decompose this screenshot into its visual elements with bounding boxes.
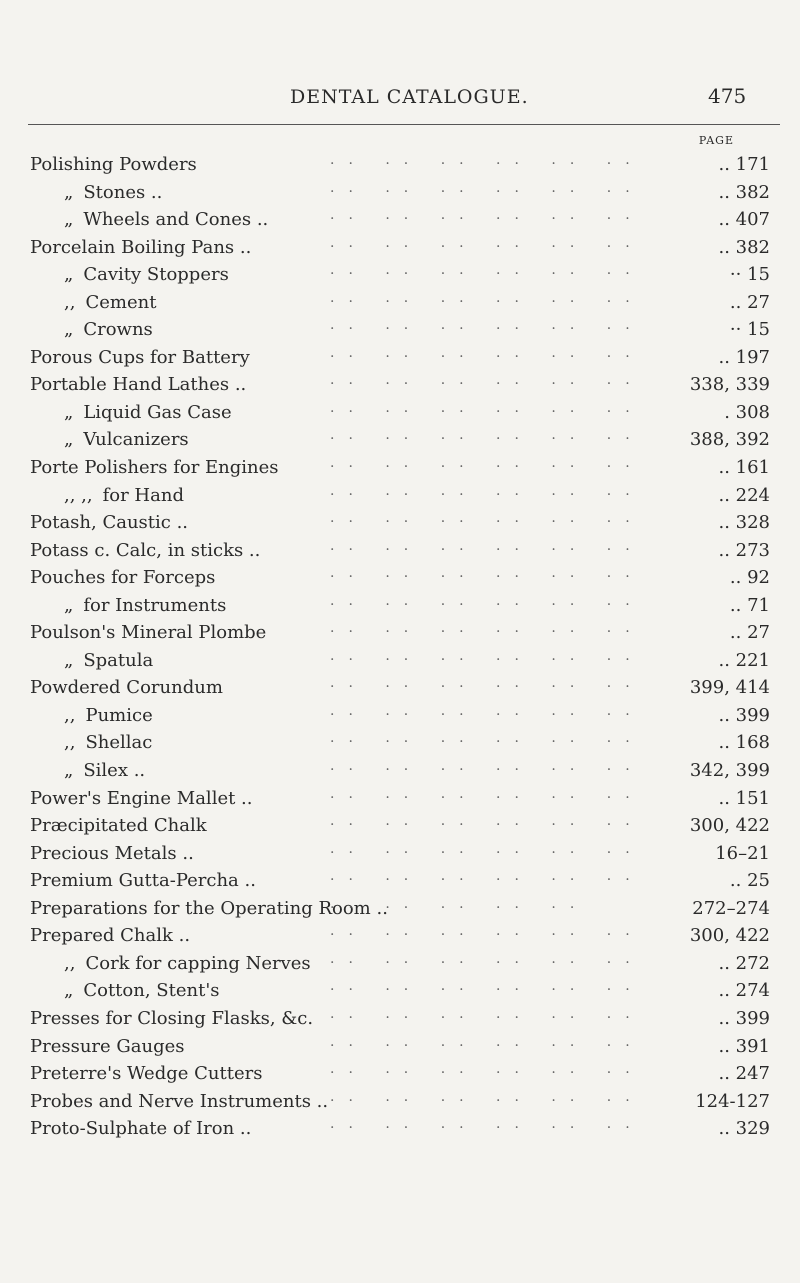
ditto-mark: „: [64, 181, 74, 203]
dot-leader: ·· ·· ·· ·· ·· ··: [330, 982, 644, 999]
index-entry: [30, 316, 770, 344]
dot-leader: ·· ·· ·· ·· ·· ··: [330, 762, 644, 779]
entry-name: [30, 843, 194, 864]
entry-title: Cement: [85, 291, 157, 313]
entry-title: Cotton, Stent's: [83, 980, 220, 1002]
entry-page: .. 197: [718, 346, 770, 368]
entry-name: [30, 540, 260, 561]
dot-leader: ·· ·· ·· ·· ·· ··: [330, 954, 644, 971]
index-entries: [30, 151, 770, 1143]
entry-page: .. 382: [718, 181, 770, 203]
dot-leader: ·· ·· ·· ·· ·· ··: [330, 927, 644, 944]
dot-leader: ·· ·· ·· ·· ·· ··: [330, 348, 644, 365]
entry-page: .. 272: [718, 952, 770, 974]
entry-name: [30, 512, 188, 533]
entry-page: 300, 422: [689, 815, 770, 837]
dot-leader: ·· ·· ·· ·· ·· ··: [330, 376, 644, 393]
entry-name: [30, 154, 197, 175]
dot-leader: ·· ·· ·· ·· ·· ··: [330, 1009, 644, 1026]
ditto-mark: ,,: [64, 732, 76, 754]
index-entry: [30, 399, 770, 427]
index-entry: [30, 674, 770, 702]
dot-leader: ·· ·· ·· ·· ·· ··: [330, 431, 644, 448]
entry-title: Porte Polishers for Engines: [30, 457, 279, 479]
entry-name: [30, 705, 153, 726]
dot-leader: ·· ·· ·· ·· ·· ··: [330, 569, 644, 586]
dot-leader: ·· ·· ·· ·· ·· ··: [330, 156, 644, 172]
entry-page: 16–21: [715, 842, 770, 864]
entry-title: Pumice: [85, 704, 153, 726]
entry-name: [30, 1091, 328, 1112]
entry-title: Potass c. Calc, in sticks ..: [30, 539, 261, 561]
entry-name: [30, 595, 226, 616]
entry-title: Silex ..: [83, 760, 146, 782]
entry-page: .. 92: [729, 567, 770, 589]
index-entry: [30, 592, 770, 620]
entry-name: [30, 760, 145, 781]
entry-title: Power's Engine Mallet ..: [30, 787, 253, 809]
entry-name: [30, 953, 311, 974]
header-rule: [28, 124, 780, 125]
entry-page: .. 399: [718, 1007, 770, 1029]
index-entry: [30, 509, 770, 537]
entry-title: Spatula: [83, 649, 154, 671]
entry-title: Pouches for Forceps: [30, 567, 216, 589]
index-entry: [30, 977, 770, 1005]
entry-title: Cork for capping Nerves: [85, 952, 311, 974]
entry-page: .. 273: [718, 539, 770, 561]
entry-page: .. 27: [729, 291, 770, 313]
dot-leader: ·· ·· ·· ·· ·· ··: [330, 734, 644, 751]
entry-name: [30, 292, 156, 313]
index-entry: [30, 647, 770, 675]
entry-page: .. 328: [718, 512, 770, 534]
index-entry: [30, 537, 770, 565]
entry-title: Premium Gutta-Percha ..: [30, 870, 256, 892]
index-entry: [30, 702, 770, 730]
entry-title: Portable Hand Lathes ..: [30, 374, 247, 396]
entry-title: Liquid Gas Case: [83, 401, 232, 423]
ditto-mark: ,,: [64, 291, 76, 313]
entry-title: Stones ..: [83, 181, 163, 203]
entry-title: Potash, Caustic ..: [30, 512, 189, 534]
entry-name: [30, 264, 229, 285]
dot-leader: ·· ·· ·· ·· ·· ··: [330, 486, 644, 503]
entry-title: Preparations for the Operating Room ..: [30, 897, 388, 919]
entry-page: .. 274: [718, 980, 770, 1002]
dot-leader: ·· ·· ·· ·· ··: [330, 899, 589, 916]
ditto-mark: „: [64, 649, 74, 671]
entry-title: Vulcanizers: [83, 429, 189, 451]
entry-page: .. 161: [718, 457, 770, 479]
entry-title: Wheels and Cones ..: [83, 209, 269, 231]
ditto-mark: „: [64, 319, 74, 341]
index-entry: [30, 812, 770, 840]
index-entry: [30, 840, 770, 868]
index-entry: [30, 1088, 770, 1116]
dot-leader: ·· ·· ·· ·· ·· ··: [330, 1120, 644, 1137]
ditto-mark: ,,: [64, 952, 76, 974]
index-entry: [30, 426, 770, 454]
entry-page: ·· 15: [729, 264, 770, 286]
entry-name: [30, 374, 246, 395]
index-entry: [30, 206, 770, 234]
entry-page: .. 27: [729, 622, 770, 644]
entry-name: [30, 1118, 251, 1139]
entry-name: [30, 237, 251, 258]
entry-name: [30, 457, 279, 478]
index-entry: [30, 289, 770, 317]
entry-page: 300, 422: [689, 925, 770, 947]
entry-title: Shellac: [85, 732, 153, 754]
running-title: DENTAL CATALOGUE.: [290, 86, 529, 108]
entry-name: [30, 980, 220, 1001]
entry-name: [30, 870, 256, 891]
dot-leader: ·· ·· ·· ·· ·· ··: [330, 266, 644, 283]
dot-leader: ·· ·· ·· ·· ·· ··: [330, 844, 644, 861]
ditto-mark: „: [64, 209, 74, 231]
entry-name: [30, 429, 189, 450]
entry-name: [30, 1063, 262, 1084]
entry-title: Pressure Gauges: [30, 1035, 185, 1057]
entry-page: .. 171: [718, 154, 770, 175]
entry-page: .. 391: [718, 1035, 770, 1057]
dot-leader: ·· ·· ·· ·· ·· ··: [330, 624, 644, 641]
entry-title: Preterre's Wedge Cutters: [30, 1063, 263, 1085]
dot-leader: ·· ·· ·· ·· ·· ··: [330, 459, 644, 476]
page-header: [0, 84, 800, 114]
ditto-mark: „: [64, 429, 74, 451]
page-number: 475: [708, 84, 747, 108]
index-entry: [30, 1115, 770, 1143]
entry-name: [30, 402, 232, 423]
entry-page: .. 168: [718, 732, 770, 754]
dot-leader: ·· ·· ·· ·· ·· ··: [330, 1092, 644, 1109]
entry-name: [30, 677, 223, 698]
dot-leader: ·· ·· ·· ·· ·· ··: [330, 293, 644, 310]
index-entry: [30, 729, 770, 757]
dot-leader: ·· ·· ·· ·· ·· ··: [330, 403, 644, 420]
index-entry: [30, 1033, 770, 1061]
entry-title: Cavity Stoppers: [83, 264, 229, 286]
dot-leader: ·· ·· ·· ·· ·· ··: [330, 238, 644, 255]
dot-leader: ·· ·· ·· ·· ·· ··: [330, 183, 644, 200]
dot-leader: ·· ·· ·· ·· ·· ··: [330, 541, 644, 558]
entry-title: Porcelain Boiling Pans ..: [30, 236, 252, 258]
entry-page: 338, 339: [689, 374, 770, 396]
entry-page: 399, 414: [689, 677, 770, 699]
dot-leader: ·· ·· ·· ·· ·· ··: [330, 651, 644, 668]
page-column-label: PAGE: [698, 134, 734, 147]
entry-page: .. 151: [718, 787, 770, 809]
dot-leader: ·· ·· ·· ·· ·· ··: [330, 211, 644, 228]
index-entry: [30, 234, 770, 262]
entry-name: [30, 1008, 313, 1029]
entry-page: 342, 399: [689, 760, 770, 782]
index-entry: [30, 564, 770, 592]
ditto-mark: ,, ,,: [64, 484, 93, 506]
entry-name: [30, 788, 253, 809]
entry-page: .. 224: [718, 484, 770, 506]
entry-name: [30, 622, 266, 643]
entry-title: for Instruments: [83, 594, 227, 616]
entry-title: Probes and Nerve Instruments ..: [30, 1090, 329, 1112]
index-entry: [30, 1060, 770, 1088]
entry-name: [30, 1036, 185, 1057]
entry-title: Precious Metals ..: [30, 842, 194, 864]
entry-page: 388, 392: [689, 429, 770, 451]
ditto-mark: „: [64, 264, 74, 286]
entry-page: .. 382: [718, 236, 770, 258]
dot-leader: ·· ·· ·· ·· ·· ··: [330, 514, 644, 531]
dot-leader: ·· ·· ·· ·· ·· ··: [330, 706, 644, 723]
dot-leader: ·· ·· ·· ·· ·· ··: [330, 596, 644, 613]
entry-title: Crowns: [83, 319, 153, 341]
entry-name: [30, 650, 153, 671]
entry-name: [30, 209, 268, 230]
entry-page: 124-127: [695, 1090, 770, 1112]
entry-name: [30, 319, 153, 340]
entry-title: Polishing Powders: [30, 154, 197, 175]
entry-name: [30, 567, 215, 588]
entry-page: .. 399: [718, 704, 770, 726]
entry-page: . 308: [724, 401, 770, 423]
entry-title: Presses for Closing Flasks, &c.: [30, 1007, 314, 1029]
dot-leader: ·· ·· ·· ·· ·· ··: [330, 1065, 644, 1082]
entry-title: Powdered Corundum: [30, 677, 223, 699]
index-entry: [30, 922, 770, 950]
dot-leader: ·· ·· ·· ·· ·· ··: [330, 321, 644, 338]
index-entry: [30, 1005, 770, 1033]
ditto-mark: „: [64, 401, 74, 423]
dot-leader: ·· ·· ·· ·· ·· ··: [330, 872, 644, 889]
entry-title: Porous Cups for Battery: [30, 346, 250, 368]
entry-page: .. 221: [718, 649, 770, 671]
entry-title: for Hand: [102, 484, 184, 506]
entry-page: .. 329: [718, 1118, 770, 1140]
index-entry: [30, 867, 770, 895]
index-entry: [30, 619, 770, 647]
index-entry: [30, 895, 770, 923]
entry-page: .. 71: [729, 594, 770, 616]
entry-name: [30, 182, 162, 203]
index-entry: [30, 151, 770, 179]
entry-title: Prepared Chalk ..: [30, 925, 191, 947]
entry-page: .. 407: [718, 209, 770, 231]
dot-leader: ·· ·· ·· ·· ·· ··: [330, 789, 644, 806]
index-entry: [30, 785, 770, 813]
index-entry: [30, 179, 770, 207]
ditto-mark: „: [64, 594, 74, 616]
entry-page: 272–274: [692, 897, 770, 919]
entry-page: .. 247: [718, 1063, 770, 1085]
entry-name: [30, 485, 184, 506]
index-entry: [30, 757, 770, 785]
dot-leader: ·· ·· ·· ·· ·· ··: [330, 1037, 644, 1054]
entry-title: Poulson's Mineral Plombe: [30, 622, 267, 644]
index-entry: [30, 950, 770, 978]
index-entry: [30, 482, 770, 510]
entry-name: [30, 815, 207, 836]
ditto-mark: „: [64, 980, 74, 1002]
entry-page: ·· 15: [729, 319, 770, 341]
entry-name: [30, 925, 190, 946]
ditto-mark: „: [64, 760, 74, 782]
index-entry: [30, 261, 770, 289]
dot-leader: ·· ·· ·· ·· ·· ··: [330, 679, 644, 696]
entry-page: .. 25: [729, 870, 770, 892]
index-entry: [30, 344, 770, 372]
entry-title: Proto-Sulphate of Iron ..: [30, 1118, 252, 1140]
entry-name: [30, 732, 152, 753]
index-entry: [30, 371, 770, 399]
index-entry: [30, 454, 770, 482]
entry-name: [30, 347, 250, 368]
ditto-mark: ,,: [64, 704, 76, 726]
entry-title: Præcipitated Chalk: [30, 815, 207, 837]
dot-leader: ·· ·· ·· ·· ·· ··: [330, 817, 644, 834]
